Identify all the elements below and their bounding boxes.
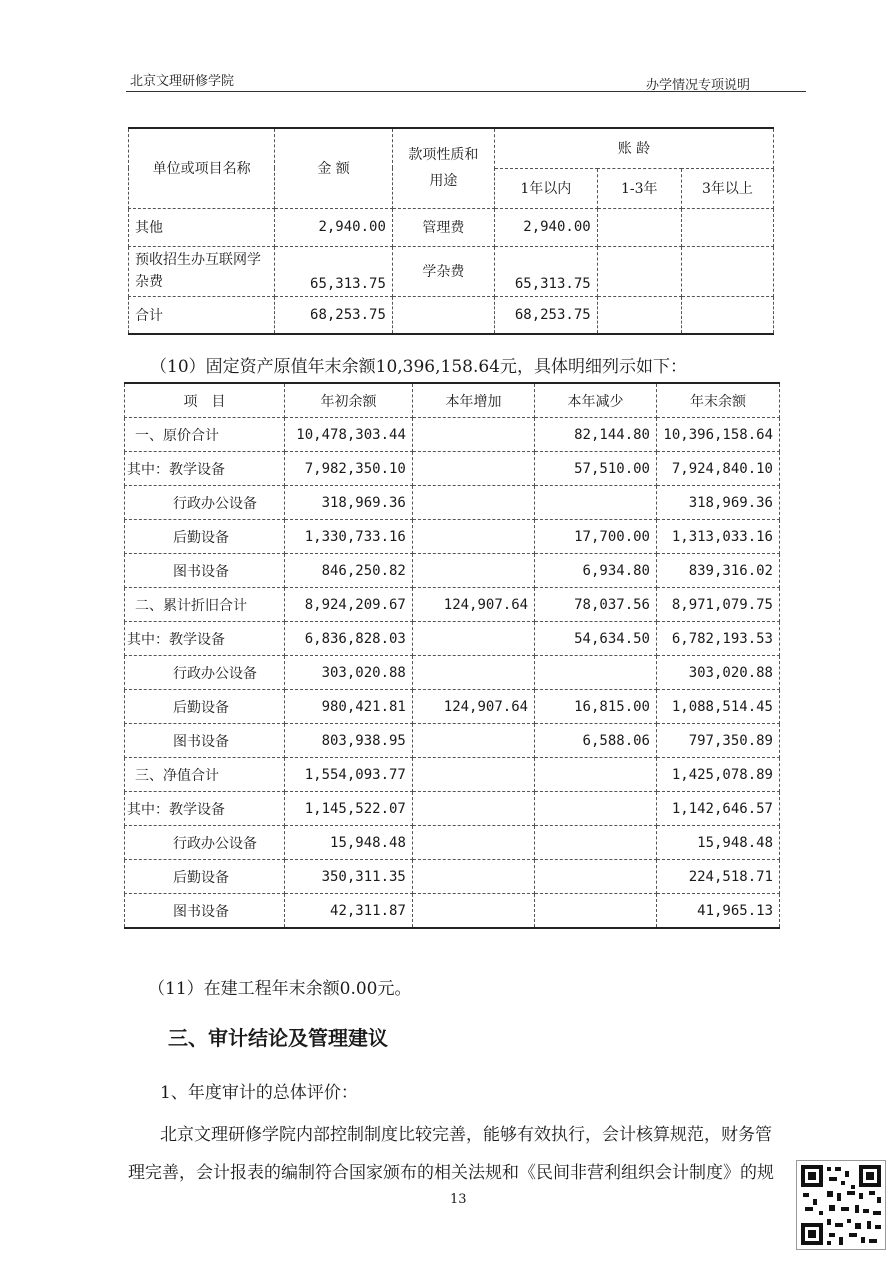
header-org-name: 北京文理研修学院 [130, 74, 235, 89]
table2-cell-item: 后勤设备 [125, 860, 285, 894]
table2-cell-item: 其中：教学设备 [125, 792, 285, 826]
table1-cell-name: 合计 [129, 296, 275, 334]
paragraph-fixed-assets: （10）固定资产原值年末余额10,396,158.64元，具体明细列示如下： [150, 357, 688, 377]
table-row [129, 208, 774, 246]
table1-cell-age3 [681, 246, 773, 296]
table2-cell-item: 行政办公设备 [125, 656, 285, 690]
table2-cell-increase [412, 554, 534, 588]
table1-cell-name: 其他 [129, 208, 275, 246]
table-row [125, 418, 780, 452]
table2-cell-begin: 8,924,209.67 [285, 588, 413, 622]
table2-header-decrease: 本年减少 [535, 383, 657, 418]
table2-cell-begin: 350,311.35 [285, 860, 413, 894]
qr-code-graphic [797, 1161, 885, 1249]
table1-cell-nature: 管理费 [392, 208, 494, 246]
table2-cell-decrease: 16,815.00 [535, 690, 657, 724]
payable-table [128, 127, 774, 335]
table1-header-age: 账 龄 [494, 128, 773, 168]
table2-cell-begin: 1,330,733.16 [285, 520, 413, 554]
table2-cell-increase: 124,907.64 [412, 588, 534, 622]
table2-body [125, 418, 780, 929]
table1-header-name: 单位或项目名称 [129, 128, 275, 208]
table1-cell-age2 [597, 246, 681, 296]
table2-cell-decrease [535, 656, 657, 690]
table2-cell-end: 1,425,078.89 [656, 758, 779, 792]
table2-cell-item: 后勤设备 [125, 520, 285, 554]
table2-cell-end: 6,782,193.53 [656, 622, 779, 656]
table2-cell-begin: 10,478,303.44 [285, 418, 413, 452]
table-row [125, 520, 780, 554]
table-row [125, 452, 780, 486]
table2-cell-decrease [535, 860, 657, 894]
table2-cell-item: 后勤设备 [125, 690, 285, 724]
table2-cell-increase [412, 724, 534, 758]
table2-cell-item: 其中：教学设备 [125, 452, 285, 486]
table2-cell-end: 318,969.36 [656, 486, 779, 520]
table1-cell-age1: 68,253.75 [494, 296, 597, 334]
table2-cell-decrease: 57,510.00 [535, 452, 657, 486]
table1-cell-amount: 68,253.75 [275, 296, 393, 334]
table1-cell-nature: 学杂费 [392, 246, 494, 296]
table2-cell-begin: 846,250.82 [285, 554, 413, 588]
table2-header-increase: 本年增加 [412, 383, 534, 418]
header-divider [126, 91, 806, 92]
table1-header-age-3: 3年以上 [681, 168, 773, 208]
table-row [129, 246, 774, 296]
table2-cell-decrease: 17,700.00 [535, 520, 657, 554]
table2-header-end: 年末余额 [656, 383, 779, 418]
table2-cell-increase [412, 860, 534, 894]
table2-cell-increase [412, 486, 534, 520]
body-text-line-2: 理完善，会计报表的编制符合国家颁布的相关法规和《民间非营利组织会计制度》的规 [128, 1163, 774, 1183]
table2-cell-end: 41,965.13 [656, 894, 779, 929]
table2-cell-increase [412, 792, 534, 826]
table1-cell-age2 [597, 296, 681, 334]
table1-header-age-1: 1年以内 [494, 168, 597, 208]
table2-cell-increase [412, 452, 534, 486]
table2-cell-end: 15,948.48 [656, 826, 779, 860]
table2-cell-begin: 303,020.88 [285, 656, 413, 690]
table2-cell-end: 797,350.89 [656, 724, 779, 758]
table-row [125, 656, 780, 690]
table2-cell-item: 图书设备 [125, 724, 285, 758]
table2-cell-increase [412, 826, 534, 860]
table2-cell-begin: 42,311.87 [285, 894, 413, 929]
body-text-line-1: 北京文理研修学院内部控制制度比较完善，能够有效执行，会计核算规范，财务管 [160, 1125, 772, 1145]
table2-cell-decrease: 6,588.06 [535, 724, 657, 758]
table-row [125, 860, 780, 894]
table-row [125, 588, 780, 622]
table1-cell-age1: 2,940.00 [494, 208, 597, 246]
table2-header-begin: 年初余额 [285, 383, 413, 418]
table2-cell-item: 行政办公设备 [125, 486, 285, 520]
section-title: 三、审计结论及管理建议 [168, 1026, 388, 1050]
table-row [125, 894, 780, 929]
table2-cell-end: 1,142,646.57 [656, 792, 779, 826]
table2-cell-decrease: 54,634.50 [535, 622, 657, 656]
table2-cell-begin: 15,948.48 [285, 826, 413, 860]
table1-cell-amount: 65,313.75 [275, 246, 393, 296]
table2-cell-item: 行政办公设备 [125, 826, 285, 860]
table2-cell-begin: 6,836,828.03 [285, 622, 413, 656]
table1-header-age-2: 1-3年 [597, 168, 681, 208]
header-doc-title: 办学情况专项说明 [646, 78, 751, 93]
table-row [125, 792, 780, 826]
table2-header-item: 项 目 [125, 383, 285, 418]
table2-cell-increase [412, 520, 534, 554]
table-row [125, 554, 780, 588]
table-row [125, 690, 780, 724]
table2-cell-begin: 803,938.95 [285, 724, 413, 758]
table2-cell-item: 图书设备 [125, 554, 285, 588]
table2-cell-item: 图书设备 [125, 894, 285, 929]
table2-cell-begin: 1,554,093.77 [285, 758, 413, 792]
table1-header-amount: 金 额 [275, 128, 393, 208]
table1-cell-age1: 65,313.75 [494, 246, 597, 296]
table2-cell-decrease: 6,934.80 [535, 554, 657, 588]
table2-cell-decrease [535, 758, 657, 792]
table-row [125, 724, 780, 758]
table-row [125, 826, 780, 860]
table2-cell-increase [412, 622, 534, 656]
table2-cell-item: 三、净值合计 [125, 758, 285, 792]
table1-cell-age2 [597, 208, 681, 246]
subsection-title: 1、年度审计的总体评价： [160, 1083, 358, 1103]
table-row [125, 486, 780, 520]
fixed-assets-table [124, 382, 780, 929]
table-row [129, 296, 774, 334]
table2-cell-decrease [535, 826, 657, 860]
table1-cell-amount: 2,940.00 [275, 208, 393, 246]
table2-cell-decrease [535, 792, 657, 826]
table2-cell-end: 303,020.88 [656, 656, 779, 690]
table1-cell-nature [392, 296, 494, 334]
table2-cell-increase [412, 758, 534, 792]
table2-cell-end: 224,518.71 [656, 860, 779, 894]
table2-cell-end: 1,088,514.45 [656, 690, 779, 724]
table1-header-nature: 款项性质和用途 [392, 128, 494, 208]
table2-cell-begin: 1,145,522.07 [285, 792, 413, 826]
qr-code-image [796, 1160, 886, 1250]
table2-cell-decrease: 78,037.56 [535, 588, 657, 622]
table2-cell-begin: 7,982,350.10 [285, 452, 413, 486]
table2-cell-item: 二、累计折旧合计 [125, 588, 285, 622]
table-row [125, 622, 780, 656]
table2-cell-decrease [535, 894, 657, 929]
table1-cell-age3 [681, 208, 773, 246]
table1-cell-name: 预收招生办互联网学杂费 [129, 246, 275, 296]
table2-cell-increase: 124,907.64 [412, 690, 534, 724]
table2-cell-item: 一、原价合计 [125, 418, 285, 452]
table2-cell-end: 839,316.02 [656, 554, 779, 588]
table2-cell-end: 1,313,033.16 [656, 520, 779, 554]
table2-cell-increase [412, 418, 534, 452]
page-number: 13 [450, 1192, 467, 1207]
table2-cell-begin: 318,969.36 [285, 486, 413, 520]
table2-cell-increase [412, 656, 534, 690]
table2-cell-end: 10,396,158.64 [656, 418, 779, 452]
table2-cell-item: 其中：教学设备 [125, 622, 285, 656]
table2-cell-decrease: 82,144.80 [535, 418, 657, 452]
table1-cell-age3 [681, 296, 773, 334]
table2-cell-end: 8,971,079.75 [656, 588, 779, 622]
table2-cell-end: 7,924,840.10 [656, 452, 779, 486]
table2-cell-begin: 980,421.81 [285, 690, 413, 724]
table-row [125, 758, 780, 792]
table2-cell-increase [412, 894, 534, 929]
table2-cell-decrease [535, 486, 657, 520]
paragraph-construction: （11）在建工程年末余额0.00元。 [148, 979, 412, 999]
